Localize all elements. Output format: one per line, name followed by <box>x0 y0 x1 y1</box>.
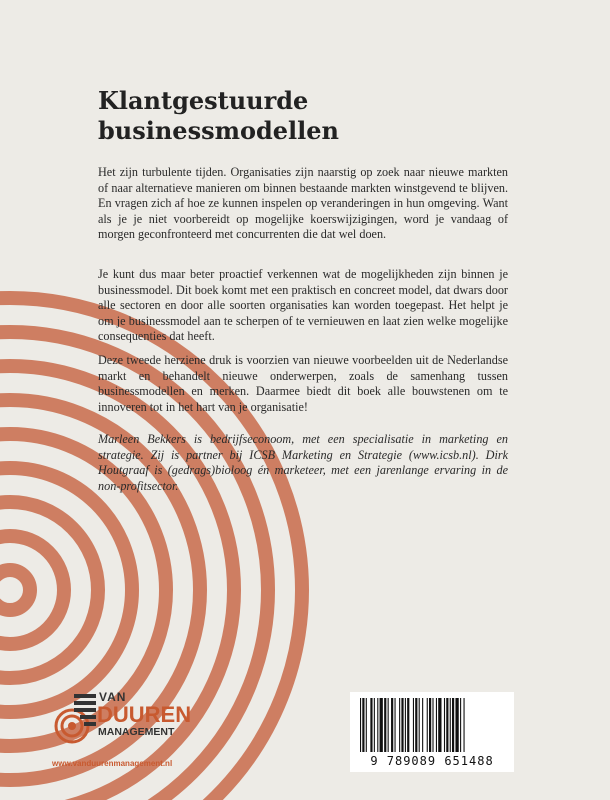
publisher-logo <box>54 690 234 760</box>
publisher-url: www.vanduurenmanagement.nl <box>52 759 173 768</box>
publisher-name-duuren: DUUREN <box>97 702 192 727</box>
isbn-number: 9 789089 651488 <box>370 754 494 768</box>
book-title: Klantgestuurde businessmodellen <box>98 86 340 145</box>
barcode-bars <box>360 698 504 754</box>
isbn-barcode <box>350 692 514 772</box>
author-bio: Marleen Bekkers is bedrijfseconoom, met een specialisatie in marketing en strategie. Zij is partner bij ICSB Marketing en Strategie (www.icsb.nl). Dirk Houtgraaf is (gedrags)bioloog én marketeer, met een jarenlange ervaring in de non-profitsector. <box>98 432 508 493</box>
blurb-paragraph-1: Het zijn turbulente tijden. Organisaties zijn naarstig op zoek naar nieuwe markten of naar alternatieve manieren om binnen bestaande markten winstgevend te blijven. En vragen zich af hoe ze kunnen inspelen op veranderingen in hun omgeving. Want als je je niet voorbereidt op mogelijke koerswijzigingen, word je vandaag of morgen geconfronteerd met concurrenten die dat wel doen. <box>98 165 508 242</box>
publisher-name-van: VAN <box>99 690 127 704</box>
spiral-logo-icon <box>54 692 98 744</box>
ring <box>0 502 98 678</box>
ring <box>0 570 30 610</box>
blurb-paragraph-3: Deze tweede herziene druk is voorzien van nieuwe voorbeelden uit de Nederlandse markt en behandelt nieuwe onderwerpen, zoals de samenhang tussen businessmodellen en merken. Daarmee biedt dit boek alle bouwstenen om te innoveren tot in het hart van je organisatie! <box>98 353 508 414</box>
blurb-paragraph-2: Je kunt dus maar beter proactief verkennen wat de mogelijkheden zijn binnen je businessmodel. Dit boek komt met een praktisch en concreet model, dat dwars door alle sectoren en door alle soorten organisaties kan worden toegepast. Het helpt je om je businessmodel aan te scherpen of te vernieuwen en laat zien welke mogelijke consequenties dat heeft. <box>98 267 508 344</box>
publisher-name-management: MANAGEMENT <box>98 726 175 738</box>
